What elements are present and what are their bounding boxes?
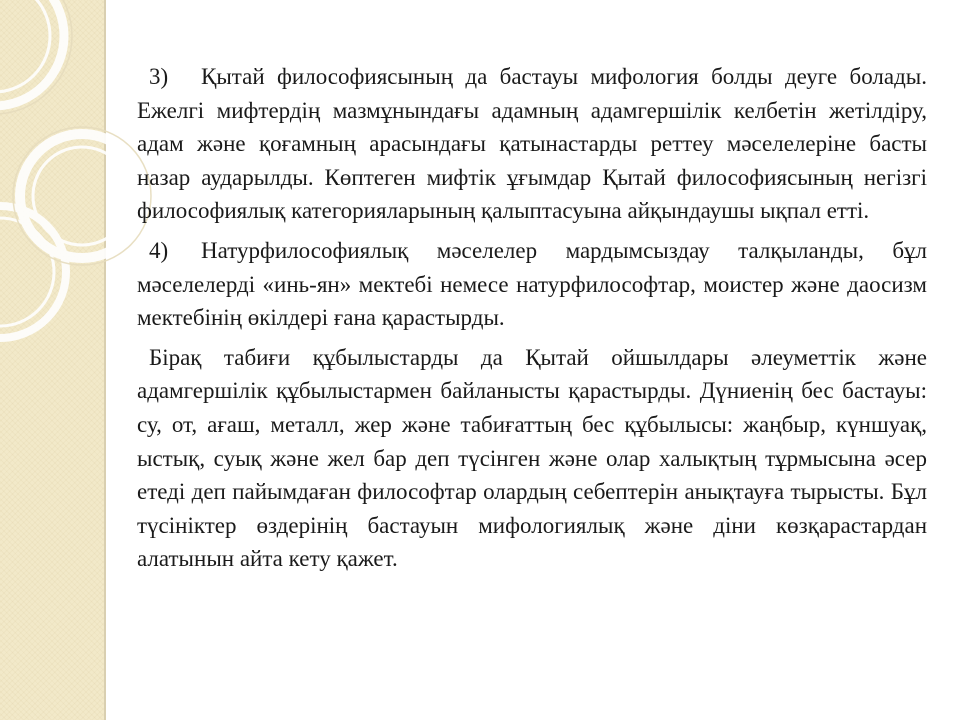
- paragraph-final: [137, 341, 927, 576]
- paragraph-text: Натурфилософиялық мәселелер мардымсыздау талқыланды, бұл мәселелерді «инь-ян» мектебі немесе натурфилософтар, моистер және даосизм мектебінің өкілдері ғана қарастырды.: [137, 237, 927, 331]
- paragraph-text: Бірақ табиғи құбылыстарды да Қытай ойшылдары әлеуметтік және адамгершілік құбылыстармен байланысты қарастырды. Дүниенің бес бастауы: су, от, ағаш, металл, жер және табиғаттың бес құбылысы: жаңбыр, күншуақ, ыстық, суық және жел бар деп түсінген және олар халықтың тұрмысына әсер етеді деп пайымдаған философтар олардың себептерін анықтауға тырысты. Бұл түсініктер өздерінің бастауын мифологиялық және діни көзқарастардан алатынын айта кету қажет.: [137, 344, 927, 572]
- paragraph-3: [137, 60, 927, 228]
- paragraph-number: 3): [149, 64, 169, 89]
- paragraph-text: Қытай философиясының да бастауы мифология болды деуге болады. Ежелгі мифтердің мазмұнындағы адамның адамгершілік келбетін жетілдіру, адам және қоғамның арасындағы қатынастарды реттеу мәселелеріне басты назар аударылды. Көптеген мифтік ұғымдар Қытай философиясының негізгі философиялық категорияларының қалыптасуына айқындаушы ықпал етті.: [137, 64, 927, 224]
- text-content: [137, 60, 927, 582]
- paragraph-4: [137, 234, 927, 335]
- paragraph-number: 4): [149, 237, 169, 263]
- decorative-side-panel: [0, 0, 106, 720]
